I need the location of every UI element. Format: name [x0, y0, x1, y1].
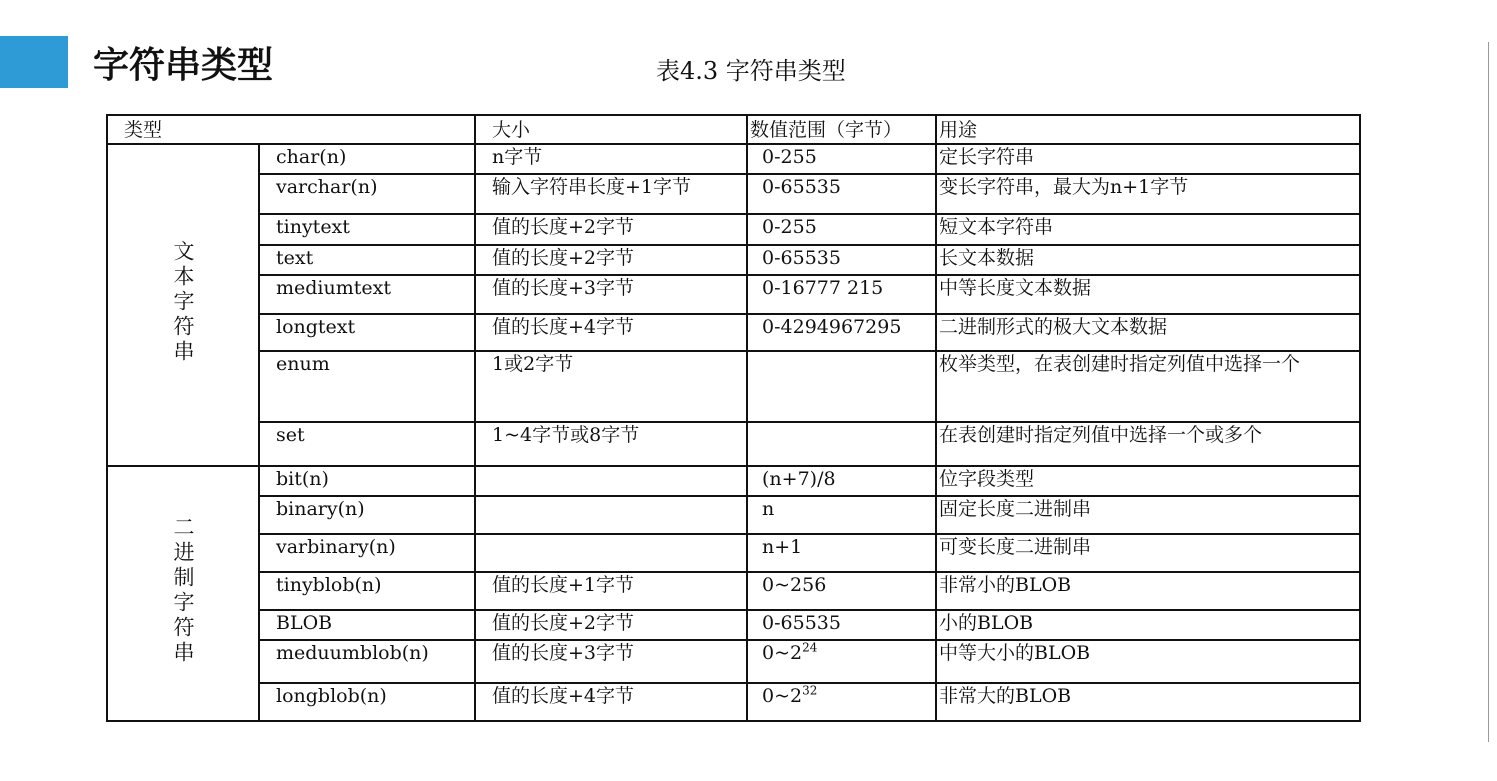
- cell-range: 0-16777 215: [747, 275, 936, 314]
- cell-range: 0-255: [747, 214, 936, 245]
- table-header-row: [107, 115, 1360, 144]
- cell-use: 变长字符串，最大为n+1字节: [936, 174, 1360, 214]
- cell-range: (n+7)/8: [747, 466, 936, 496]
- table-row: [107, 534, 1360, 572]
- group-label-text-strings: [107, 144, 259, 466]
- table-caption: 表4.3 字符串类型: [656, 57, 846, 85]
- cell-range: 0~256: [747, 572, 936, 610]
- cell-size: [475, 534, 747, 572]
- cell-size: 1~4字节或8字节: [475, 422, 747, 466]
- title-accent-bar: [0, 36, 68, 88]
- table-row: [107, 683, 1360, 721]
- cell-range: n+1: [747, 534, 936, 572]
- cell-use: 中等大小的BLOB: [936, 640, 1360, 683]
- range-base: 0~2: [762, 685, 803, 707]
- cell-use: 非常大的BLOB: [936, 683, 1360, 721]
- cell-type: enum: [259, 351, 475, 422]
- cell-range: [747, 351, 936, 422]
- table-row: [107, 422, 1360, 466]
- cell-type: mediumtext: [259, 275, 475, 314]
- cell-size: 值的长度+1字节: [475, 572, 747, 610]
- table-row: [107, 610, 1360, 640]
- cell-use: 中等长度文本数据: [936, 275, 1360, 314]
- cell-type: text: [259, 245, 475, 275]
- string-types-table: [106, 114, 1361, 722]
- cell-type: longblob(n): [259, 683, 475, 721]
- range-exponent: 32: [802, 683, 818, 698]
- table-row: [107, 275, 1360, 314]
- cell-type: meduumblob(n): [259, 640, 475, 683]
- cell-use: 定长字符串: [936, 144, 1360, 174]
- cell-type: bit(n): [259, 466, 475, 496]
- table-row: [107, 174, 1360, 214]
- group-label-text: 文本字符串: [171, 239, 195, 365]
- group-label-text: 二进制字符串: [171, 515, 195, 666]
- cell-type: tinytext: [259, 214, 475, 245]
- cell-range: [747, 640, 936, 683]
- table-row: [107, 572, 1360, 610]
- cell-type: set: [259, 422, 475, 466]
- cell-range: [747, 422, 936, 466]
- cell-size: 值的长度+2字节: [475, 245, 747, 275]
- cell-use: 可变长度二进制串: [936, 534, 1360, 572]
- table-row: [107, 214, 1360, 245]
- cell-type: BLOB: [259, 610, 475, 640]
- cell-range: 0-65535: [747, 245, 936, 275]
- header-size: 大小: [475, 115, 747, 144]
- cell-size: 值的长度+4字节: [475, 683, 747, 721]
- slide-edge-divider: [1488, 42, 1489, 742]
- cell-use: 二进制形式的极大文本数据: [936, 314, 1360, 351]
- page-title: 字符串类型: [93, 45, 274, 86]
- cell-size: n字节: [475, 144, 747, 174]
- cell-use: 固定长度二进制串: [936, 496, 1360, 534]
- cell-size: 值的长度+2字节: [475, 610, 747, 640]
- table-row: [107, 245, 1360, 275]
- cell-range: 0-65535: [747, 610, 936, 640]
- cell-range: 0-65535: [747, 174, 936, 214]
- group-label-binary-strings: [107, 466, 259, 721]
- cell-type: longtext: [259, 314, 475, 351]
- cell-type: varchar(n): [259, 174, 475, 214]
- cell-size: 值的长度+4字节: [475, 314, 747, 351]
- cell-type: binary(n): [259, 496, 475, 534]
- cell-use: 非常小的BLOB: [936, 572, 1360, 610]
- cell-type: tinyblob(n): [259, 572, 475, 610]
- cell-use: 枚举类型，在表创建时指定列值中选择一个: [936, 351, 1360, 422]
- header-use: 用途: [936, 115, 1360, 144]
- cell-size: 值的长度+3字节: [475, 275, 747, 314]
- cell-size: 1或2字节: [475, 351, 747, 422]
- cell-size: [475, 496, 747, 534]
- cell-range: [747, 683, 936, 721]
- cell-size: 输入字符串长度+1字节: [475, 174, 747, 214]
- range-exponent: 24: [802, 640, 818, 655]
- table-row: [107, 144, 1360, 174]
- cell-use: 位字段类型: [936, 466, 1360, 496]
- cell-type: char(n): [259, 144, 475, 174]
- cell-size: 值的长度+3字节: [475, 640, 747, 683]
- table-row: [107, 466, 1360, 496]
- header-range: 数值范围（字节）: [747, 115, 936, 144]
- table-row: [107, 496, 1360, 534]
- cell-size: [475, 466, 747, 496]
- table-row: [107, 640, 1360, 683]
- cell-use: 长文本数据: [936, 245, 1360, 275]
- header-type: 类型: [107, 115, 475, 144]
- cell-range: 0-255: [747, 144, 936, 174]
- table-row: [107, 351, 1360, 422]
- cell-range: n: [747, 496, 936, 534]
- table-row: [107, 314, 1360, 351]
- cell-use: 小的BLOB: [936, 610, 1360, 640]
- cell-use: 在表创建时指定列值中选择一个或多个: [936, 422, 1360, 466]
- range-base: 0~2: [762, 642, 803, 664]
- cell-use: 短文本字符串: [936, 214, 1360, 245]
- cell-range: 0-4294967295: [747, 314, 936, 351]
- cell-type: varbinary(n): [259, 534, 475, 572]
- cell-size: 值的长度+2字节: [475, 214, 747, 245]
